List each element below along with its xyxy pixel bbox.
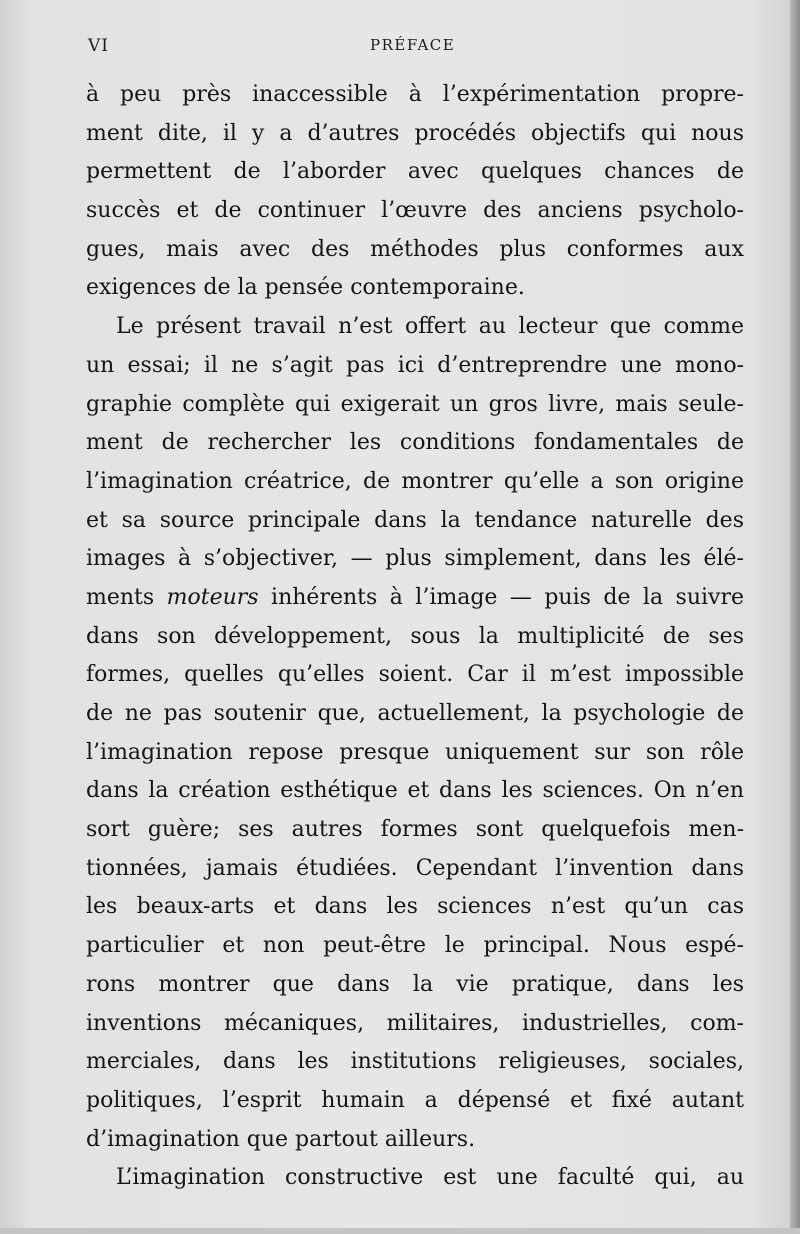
text-line: inventions mécaniques, militaires, industrielles, com- bbox=[86, 1010, 744, 1036]
text-line: succès et de continuer l’œuvre des anciens psycholo- bbox=[86, 198, 744, 224]
body-text bbox=[86, 76, 744, 1198]
italic-word: moteurs bbox=[166, 584, 259, 610]
page-edge-shadow bbox=[790, 0, 800, 1234]
line-text-after: inhérents à l’image — puis de la suivre bbox=[258, 584, 744, 610]
page-bottom-edge bbox=[0, 1228, 800, 1234]
page-header bbox=[88, 36, 743, 60]
text-line: rons montrer que dans la vie pratique, dans les bbox=[86, 971, 744, 997]
text-line: de ne pas soutenir que, actuellement, la psychologie de bbox=[86, 701, 744, 726]
paragraph-start-line: L’imagination constructive est une faculté qui, au bbox=[116, 1165, 744, 1191]
text-line: ment dite, il y a d’autres procédés objectifs qui nous bbox=[86, 120, 744, 146]
text-line: et sa source principale dans la tendance naturelle des bbox=[86, 507, 744, 533]
text-line: tionnées, jamais étudiées. Cependant l’invention dans bbox=[86, 855, 744, 881]
line-text-before: ments bbox=[86, 584, 167, 610]
text-line: dans la création esthétique et dans les sciences. On n’en bbox=[86, 778, 744, 804]
text-line: particulier et non peut-être le principal. Nous espé- bbox=[86, 933, 744, 959]
text-line: ment de rechercher les conditions fondamentales de bbox=[86, 430, 744, 456]
text-line: formes, quelles qu’elles soient. Car il m’est impossible bbox=[86, 662, 744, 688]
text-line: l’imagination créatrice, de montrer qu’elle a son origine bbox=[86, 468, 744, 494]
text-line: gues, mais avec des méthodes plus conformes aux bbox=[86, 236, 744, 262]
paragraph-end-line: exigences de la pensée contemporaine. bbox=[86, 275, 525, 301]
text-line-with-italic bbox=[86, 579, 744, 618]
text-line: images à s’objectiver, — plus simplement, dans les élé- bbox=[86, 546, 744, 572]
paragraph-end-line: d’imagination que partout ailleurs. bbox=[86, 1126, 476, 1152]
text-line: l’imagination repose presque uniquement sur son rôle bbox=[86, 739, 744, 765]
text-line: graphie complète qui exigerait un gros livre, mais seule- bbox=[86, 391, 744, 417]
text-line: politiques, l’esprit humain a dépensé et fixé autant bbox=[86, 1087, 744, 1113]
running-head: PRÉFACE bbox=[370, 36, 456, 54]
page-number: VI bbox=[88, 36, 109, 56]
text-line: un essai; il ne s’agit pas ici d’entreprendre une mono- bbox=[86, 352, 744, 378]
text-line: à peu près inaccessible à l’expérimentation propre- bbox=[86, 82, 744, 107]
text-line: dans son développement, sous la multiplicité de ses bbox=[86, 623, 744, 649]
paragraph-start-line: Le présent travail n’est offert au lecteur que comme bbox=[116, 314, 744, 340]
text-line: sort guère; ses autres formes sont quelquefois men- bbox=[86, 817, 744, 843]
text-line: merciales, dans les institutions religieuses, sociales, bbox=[86, 1049, 744, 1075]
text-line: permettent de l’aborder avec quelques chances de bbox=[86, 159, 744, 185]
text-line: les beaux-arts et dans les sciences n’est qu’un cas bbox=[86, 894, 744, 920]
